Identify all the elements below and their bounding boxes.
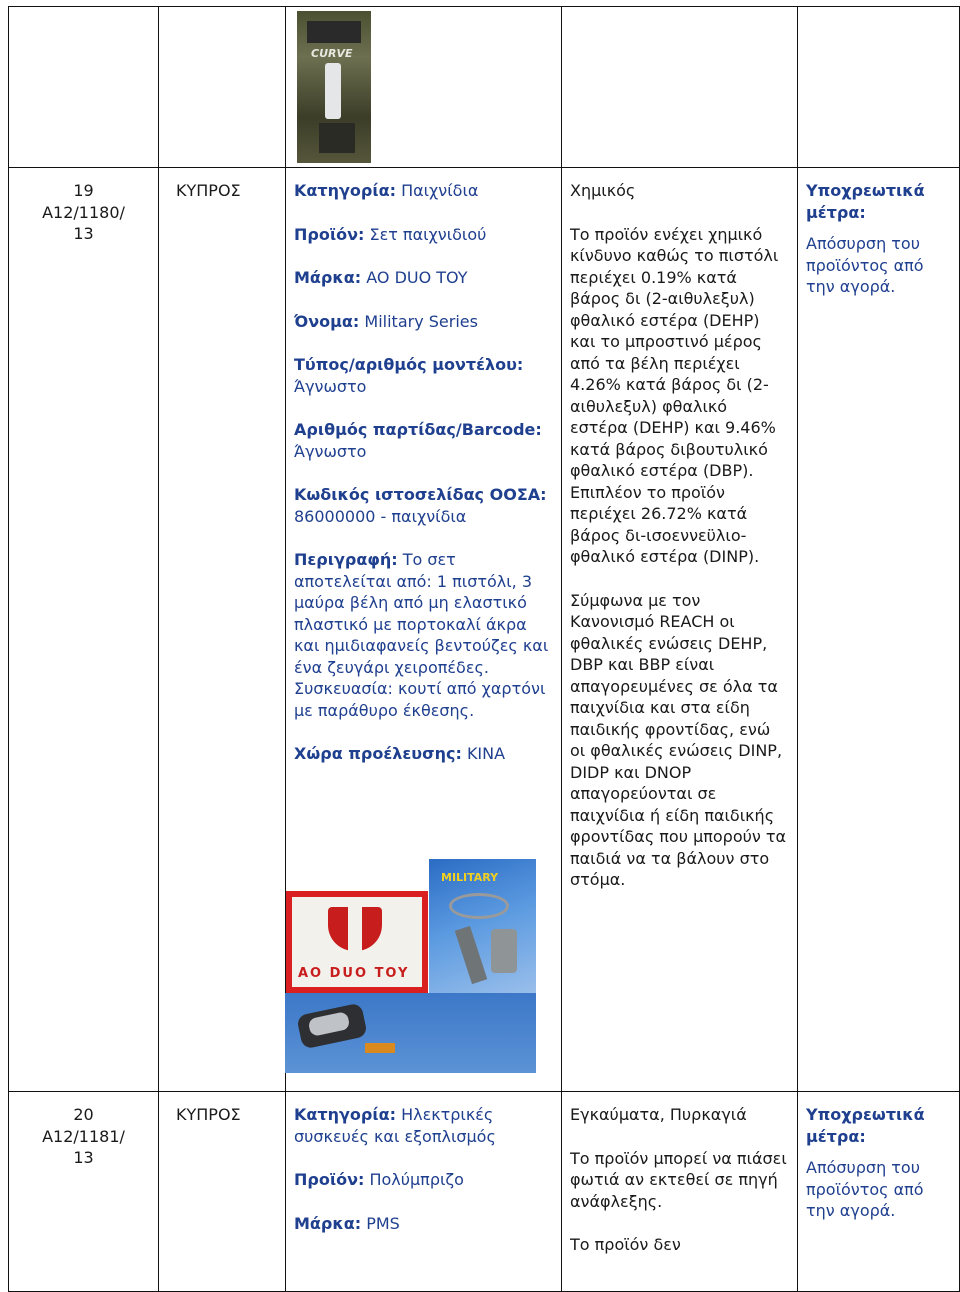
product-package-photo [429,859,536,1001]
category-field: Κατηγορία: Παιχνίδια [294,181,479,200]
entry-reference: A12/1180/ [42,202,125,222]
entry-id-cell [9,168,159,1092]
package-label: MILITARY [441,871,499,884]
risk-cell [562,168,798,1092]
risk-description: Το προϊόν μπορεί να πιάσει φωτιά αν εκτεθεί σε πηγή ανάφλεξης. [570,1148,787,1211]
measures-value: Απόσυρση του προϊόντος από την αγορά. [806,234,924,296]
product-details-cell [286,168,562,1092]
barcode-field: Αριθμός παρτίδας/Barcode: Άγνωστο [294,420,542,461]
measures-value: Απόσυρση του προϊόντος από την αγορά. [806,1158,924,1220]
table-row-continuation [9,7,960,168]
name-field: Όνομα: Military Series [294,311,478,331]
description-field: Περιγραφή: Το σετ αποτελείται από: 1 πιστόλι, 3 μαύρα βέλη από μη ελαστικό πλαστικό με πορτοκαλί άκρα και ημιδιαφανείς βεντούζες και ένα ζευγάρι χειροπέδες. Συσκευασία: κουτί από χαρτόνι με παράθυρο έκθεσης. [294,550,549,720]
measures-cell [798,1092,960,1292]
measures-label: Υποχρεωτικά μέτρα: [806,181,925,222]
risk-description: Το προϊόν ενέχει χημικό κίνδυνο καθώς το πιστόλι περιέχει 0.19% κατά βάρος δι (2-αιθυλεξυλ) φθαλικό εστέρα (DEHP) και το μπροστινό μέρος από τα βέλη περιέχει 4.26% κατά βάρος δι (2-αιθυλεξυλ) φθαλικό εστέρα (DEHP) και 9.46% κατά βάρος διβουτυλικό φθαλικό εστέρα (DBP). Επιπλέον το προϊόν περιέχει 26.72% κατά βάρος δι-ισοεννεϋλιο-φθαλικό εστέρα (DINP). [570,224,779,566]
table-row [9,168,960,1092]
regulation-note: Το προϊόν δεν [570,1235,681,1254]
brand-field: Μάρκα: AO DUO TOY [294,268,468,287]
brand-logo-photo [286,891,428,993]
recalls-table [8,6,960,1292]
measures-cell [798,168,960,1092]
entry-reference-suffix: 13 [73,224,94,243]
country-cell [159,1092,286,1292]
oecd-code-field: Κωδικός ιστοσελίδας ΟΟΣΑ: 86000000 - παιχνίδια [294,485,547,526]
brand-logo-text: AO DUO TOY [298,966,410,981]
notifying-country: ΚΥΠΡΟΣ [176,181,241,200]
category-field: Κατηγορία: Ηλεκτρικές συσκευές και εξοπλισμός [294,1105,496,1146]
risk-cell [562,1092,798,1292]
product-box-photo [297,11,371,163]
entry-number: 19 [73,181,94,200]
product-box-label: CURVE [311,47,353,60]
entry-number: 20 [73,1105,94,1124]
risk-type: Χημικός [570,181,636,200]
product-field: Προϊόν: Πολύμπριζο [294,1170,464,1189]
risk-type: Εγκαύματα, Πυρκαγιά [570,1105,747,1124]
notifying-country: ΚΥΠΡΟΣ [176,1105,241,1124]
gun-detail-photo [285,993,536,1073]
regulation-note: Σύμφωνα με τον Κανονισμό REACH οι φθαλικές ενώσεις DEHP, DBP και BBP είναι απαγορευμένες σε όλα τα παιχνίδια και στα είδη παιδικής φροντίδας, ενώ οι φθαλικές ενώσεις DINP, DIDP και DNOP απαγορεύονται σε παιχνίδια ή είδη παιδικής φροντίδας που μπορούν τα παιδιά να τα βάλουν στο στόμα. [570,590,787,889]
brand-field: Μάρκα: PMS [294,1213,400,1233]
model-field: Τύπος/αριθμός μοντέλου: Άγνωστο [294,355,524,396]
product-field: Προϊόν: Σετ παιχνιδιού [294,224,487,244]
entry-id-cell [9,1092,159,1292]
product-details-cell [286,1092,562,1292]
table-row [9,1092,960,1292]
entry-reference-suffix: 13 [73,1148,94,1167]
measures-label: Υποχρεωτικά μέτρα: [806,1105,925,1146]
origin-field: Χώρα προέλευσης: ΚΙΝΑ [294,744,506,763]
country-cell [159,168,286,1092]
entry-reference: A12/1181/ [42,1126,125,1146]
